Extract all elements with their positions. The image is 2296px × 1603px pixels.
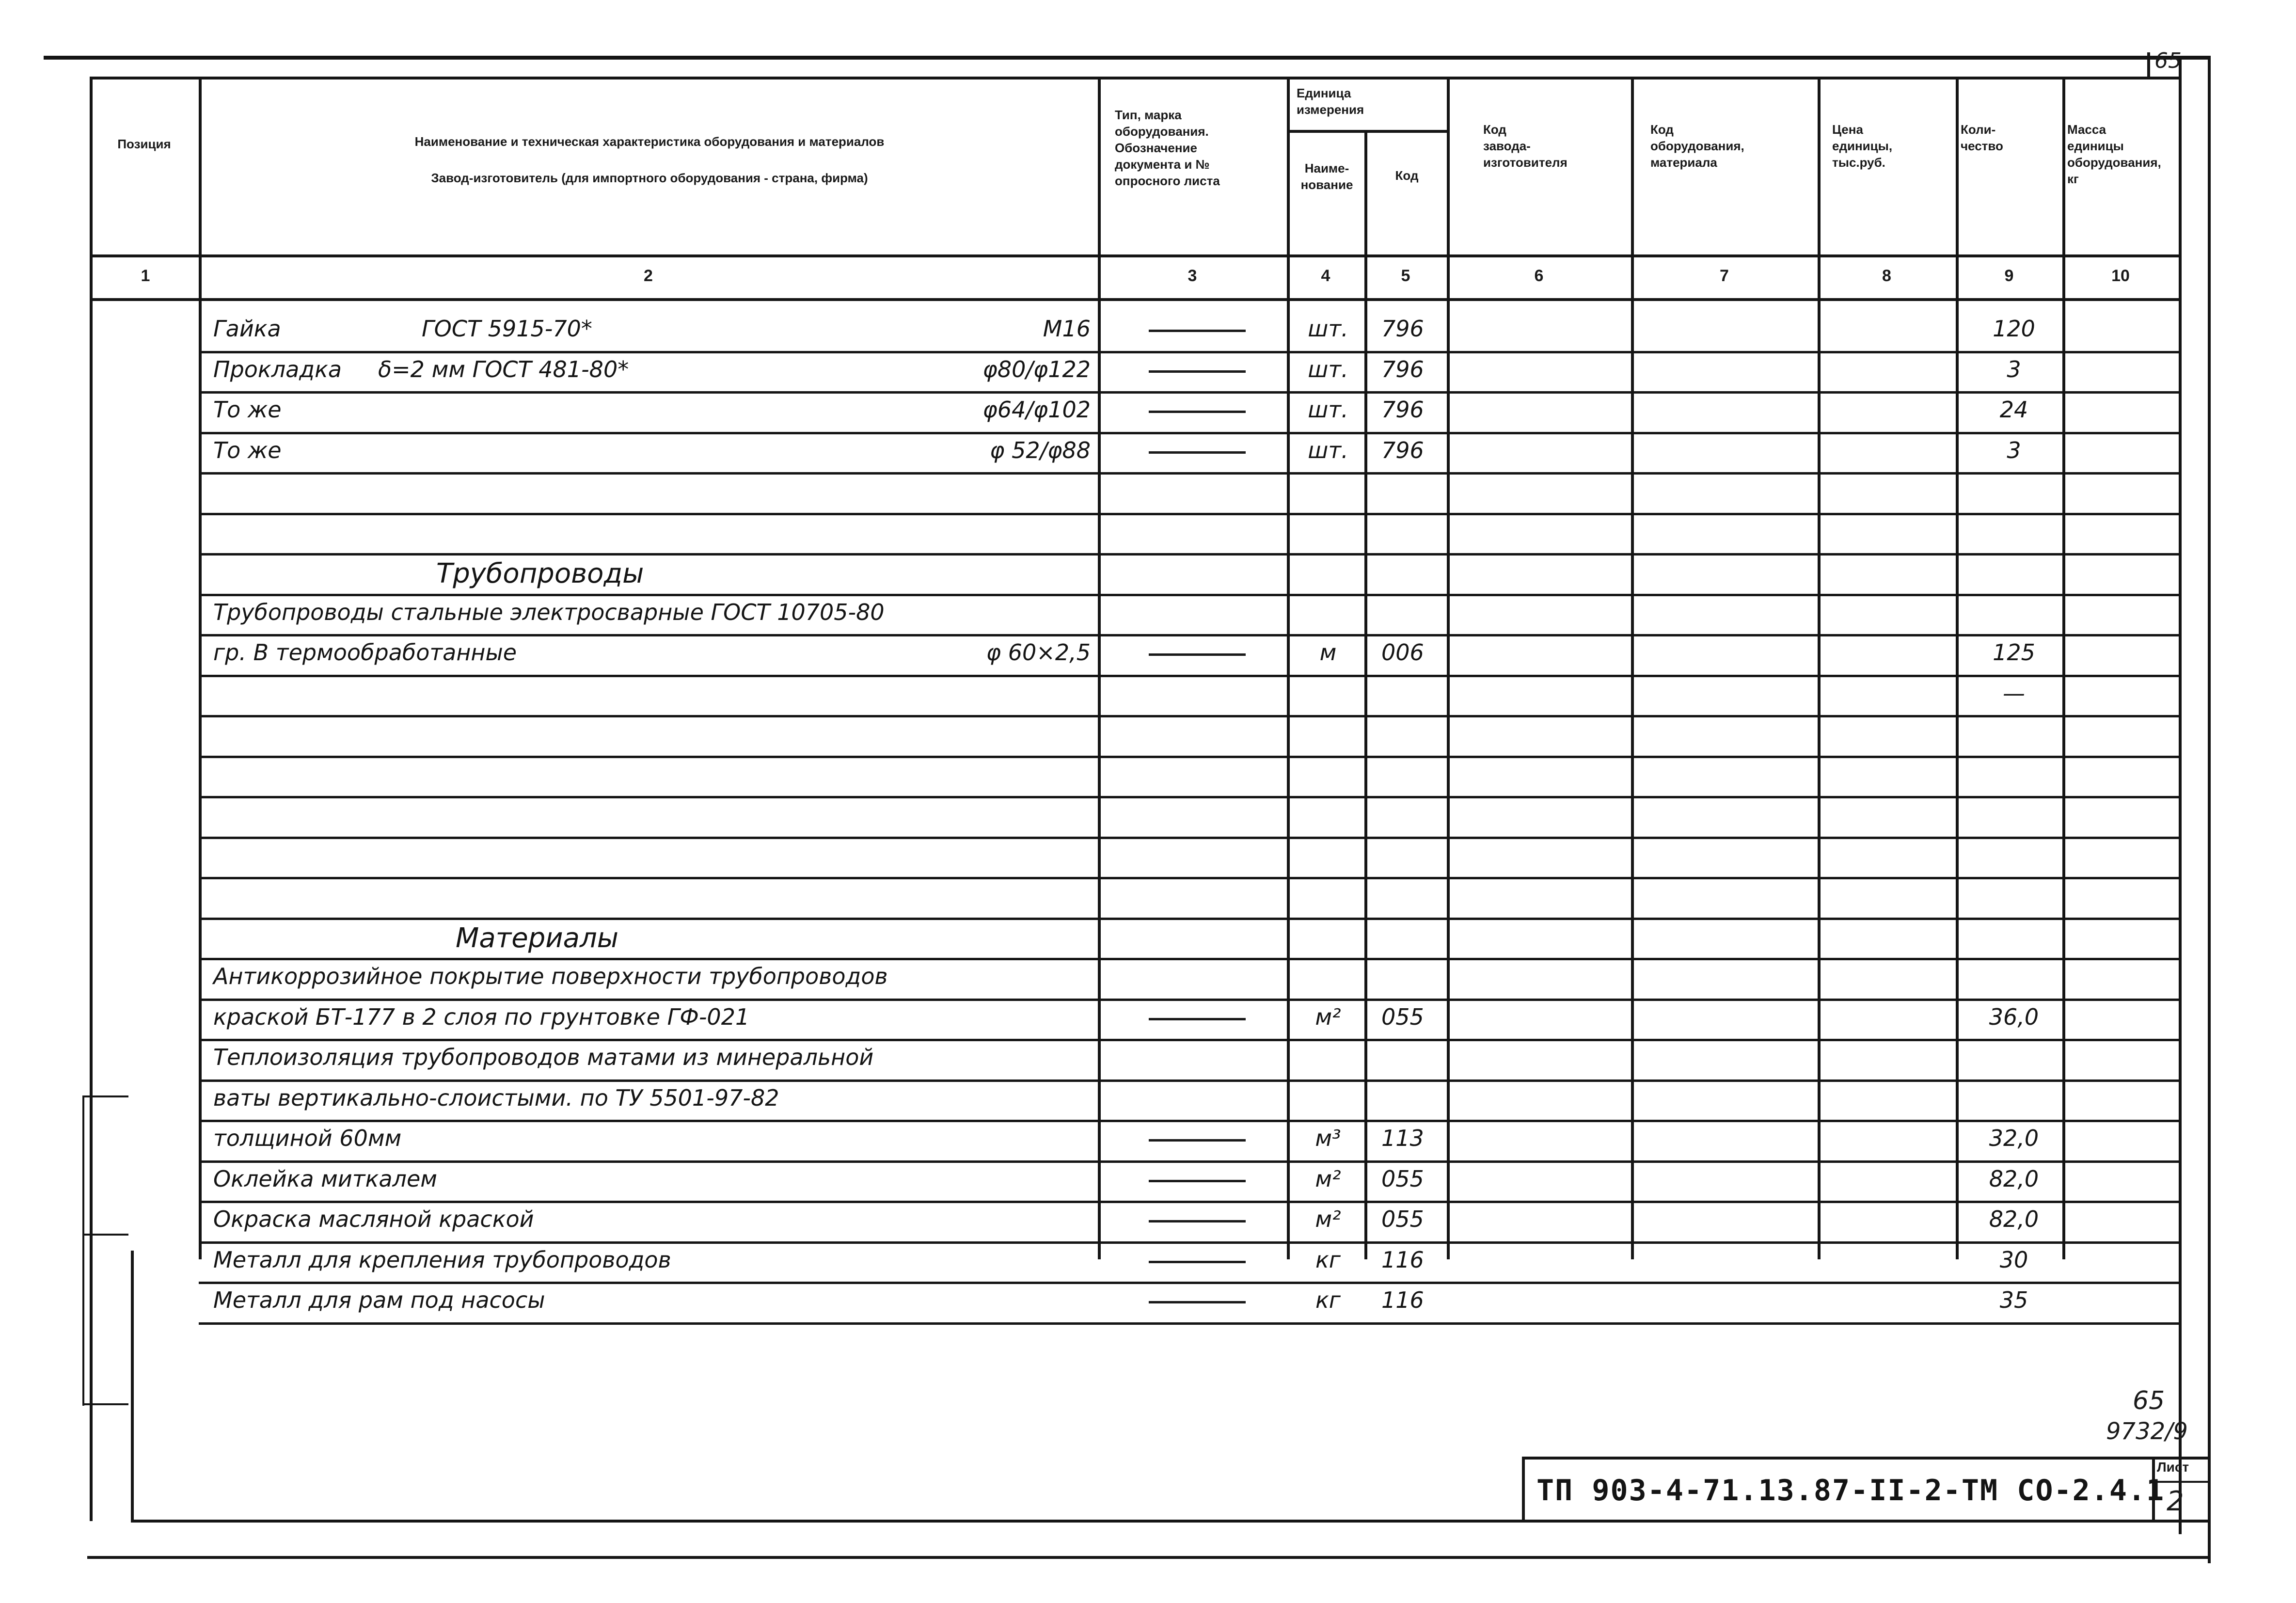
header-price (1832, 121, 1953, 171)
col-line-4 (1364, 130, 1367, 1259)
item-name: Окраска масляной краской (213, 1206, 534, 1232)
item-unit: кг (1315, 1287, 1341, 1313)
header-type-l4: документа и № (1115, 157, 1210, 172)
col3-dash (1149, 1301, 1246, 1303)
bottom-frame-line (131, 1520, 2210, 1523)
row-line (199, 958, 2179, 960)
row-line (199, 1160, 2179, 1163)
item-name: Теплоизоляция трубопроводов матами из минеральной (213, 1044, 874, 1070)
item-name: Прокладка (213, 356, 342, 382)
header-type (1115, 107, 1280, 189)
item-quantity: — (2003, 680, 2025, 706)
sheet-number: 2 (2167, 1486, 2184, 1517)
header-factory-l3: изготовителя (1483, 155, 1568, 170)
item-code: 116 (1381, 1287, 1424, 1313)
left-strip-mid (82, 1234, 128, 1236)
header-material-l3: материала (1650, 155, 1717, 170)
colnum-8: 8 (1882, 267, 1891, 285)
item-quantity: 82,0 (1989, 1206, 2039, 1232)
col-line-8 (1956, 77, 1959, 1259)
item-quantity: 3 (2007, 437, 2021, 463)
row-line (199, 918, 2179, 920)
item-quantity: 125 (1993, 639, 2035, 666)
row-line (199, 756, 2179, 758)
top-border (44, 56, 2210, 60)
header-type-l5: опросного листа (1115, 174, 1220, 188)
item-name: краской БТ-177 в 2 слоя по грунтовке ГФ-021 (213, 1003, 750, 1030)
item-quantity: 24 (1999, 397, 2028, 423)
item-code: 796 (1381, 397, 1424, 423)
item-code: 796 (1381, 437, 1424, 463)
row-line (199, 1120, 2179, 1122)
inner-left-frame-line (131, 1251, 134, 1522)
item-unit: м² (1315, 1206, 1341, 1232)
colnum-1: 1 (141, 267, 150, 285)
item-spec: ГОСТ 5915-70* (422, 316, 592, 342)
col3-dash (1149, 451, 1246, 454)
header-name-line1: Наименование и техническая характеристика оборудования и материалов (414, 134, 885, 149)
colnum-4: 4 (1321, 267, 1330, 285)
item-quantity: 120 (1993, 316, 2035, 342)
stamp-top-line (1522, 1457, 2210, 1460)
col3-dash (1149, 1261, 1246, 1263)
item-unit: м (1319, 639, 1337, 666)
item-name: То же (213, 397, 282, 423)
item-size: М16 (1043, 316, 1091, 342)
footer-page: 65 (2133, 1386, 2165, 1415)
item-code: 055 (1381, 1206, 1424, 1232)
item-unit: кг (1315, 1246, 1341, 1273)
header-factory-l1: Код (1483, 122, 1506, 137)
item-size: φ 52/φ88 (990, 437, 1091, 463)
header-unit-name-l1: Наиме- (1304, 161, 1349, 175)
col-line-1 (199, 77, 202, 1259)
left-strip-bottom (82, 1403, 128, 1405)
col3-dash (1149, 1018, 1246, 1020)
header-type-l3: Обозначение (1115, 141, 1197, 155)
item-code: 113 (1381, 1125, 1424, 1151)
item-code: 006 (1381, 639, 1424, 666)
header-mass-l1: Масса (2067, 122, 2106, 137)
item-quantity: 32,0 (1989, 1125, 2039, 1151)
item-name: Трубопроводы стальные электросварные ГОСТ 10705-80 (213, 599, 885, 625)
item-unit: шт. (1308, 356, 1348, 382)
header-factory-l2: завода- (1483, 139, 1531, 153)
col-line-2 (1098, 77, 1101, 1259)
row-line (199, 1079, 2179, 1082)
row-line (199, 472, 2179, 475)
col-line-3 (1287, 77, 1290, 1259)
col-line-9 (2062, 77, 2065, 1259)
row-line (199, 634, 2179, 636)
item-unit: м² (1315, 1165, 1341, 1192)
header-mass-l4: кг (2067, 172, 2079, 186)
col3-dash (1149, 1220, 1246, 1222)
row-line (199, 796, 2179, 798)
item-code: 055 (1381, 1003, 1424, 1030)
header-factory-code (1483, 121, 1629, 171)
item-spec: δ=2 мм ГОСТ 481-80* (378, 356, 629, 382)
row-line (199, 1282, 2179, 1284)
header-quantity (1961, 121, 2058, 154)
document-code: ТП 903-4-71.13.87-II-2-ТМ СО-2.4.1 (1536, 1474, 2165, 1508)
item-unit: шт. (1308, 437, 1348, 463)
row-line (199, 1201, 2179, 1203)
colnum-5: 5 (1401, 267, 1410, 285)
item-unit: шт. (1308, 316, 1348, 342)
header-quantity-l2: чество (1961, 139, 2003, 153)
section-heading: Материалы (456, 922, 618, 954)
item-quantity: 3 (2007, 356, 2021, 382)
item-code: 796 (1381, 356, 1424, 382)
header-mass-l3: оборудования, (2067, 155, 2161, 170)
row-line (199, 1241, 2179, 1244)
col-line-5 (1447, 77, 1450, 1259)
item-code: 055 (1381, 1165, 1424, 1192)
column-number-line (90, 298, 2179, 301)
corner-page-number: 65 (2154, 48, 2182, 73)
header-material-l1: Код (1650, 122, 1674, 137)
header-name-line2: Завод-изготовитель (для импортного оборудования - страна, фирма) (431, 171, 868, 185)
item-unit: м² (1315, 1003, 1341, 1030)
header-mass-l2: единицы (2067, 139, 2124, 153)
footer-page-sub: 9732/9 (2106, 1418, 2188, 1445)
item-quantity: 82,0 (1989, 1165, 2039, 1192)
header-material-code (1650, 121, 1815, 171)
row-line (199, 432, 2179, 434)
item-unit: м³ (1315, 1125, 1341, 1151)
col3-dash (1149, 1180, 1246, 1182)
stamp-left-line (1522, 1457, 1525, 1522)
row-line (199, 553, 2179, 555)
item-name: Металл для рам под насосы (213, 1287, 545, 1313)
row-line (199, 877, 2179, 879)
section-heading: Трубопроводы (436, 558, 644, 589)
left-frame-line (90, 77, 93, 1521)
row-line (199, 391, 2179, 394)
header-unit-group (1297, 85, 1442, 118)
item-quantity: 35 (1999, 1287, 2028, 1313)
header-type-l2: оборудования. (1115, 124, 1209, 139)
header-unit-name-l2: нование (1300, 177, 1353, 192)
colnum-9: 9 (2004, 267, 2014, 285)
header-mass (2067, 121, 2179, 187)
row-line (199, 999, 2179, 1001)
colnum-7: 7 (1720, 267, 1729, 285)
row-line (199, 715, 2179, 717)
header-unit-name (1292, 160, 1362, 193)
item-name: толщиной 60мм (213, 1125, 402, 1151)
col3-dash (1149, 330, 1246, 332)
item-name: Оклейка миткалем (213, 1165, 437, 1192)
corner-box-left (2147, 52, 2150, 77)
header-bottom-line (90, 254, 2179, 257)
item-size: φ80/φ122 (982, 356, 1091, 382)
item-unit: шт. (1308, 397, 1348, 423)
header-unit-code: Код (1395, 168, 1419, 183)
item-name: ваты вертикально-слоистыми. по ТУ 5501-97-82 (213, 1084, 779, 1111)
col-line-6 (1631, 77, 1634, 1259)
left-strip-top (82, 1095, 128, 1097)
col3-dash (1149, 370, 1246, 373)
colnum-2: 2 (644, 267, 653, 285)
header-quantity-l1: Коли- (1961, 122, 1996, 137)
col-line-7 (1818, 77, 1821, 1259)
item-code: 796 (1381, 316, 1424, 342)
item-name: То же (213, 437, 282, 463)
row-line (199, 594, 2179, 596)
col3-dash (1149, 1139, 1246, 1142)
item-size: φ64/φ102 (982, 397, 1091, 423)
header-price-l1: Цена (1832, 122, 1863, 137)
item-code: 116 (1381, 1246, 1424, 1273)
header-unit-l1: Единица (1297, 86, 1351, 100)
row-line (199, 351, 2179, 353)
row-line (199, 675, 2179, 677)
header-price-l2: единицы, (1832, 139, 1893, 153)
item-name: Антикоррозийное покрытие поверхности трубопроводов (213, 963, 888, 989)
colnum-6: 6 (1534, 267, 1544, 285)
row-line (199, 1039, 2179, 1041)
colnum-10: 10 (2111, 267, 2130, 285)
header-position: Позиция (117, 137, 171, 151)
row-line (199, 837, 2179, 839)
header-type-l1: Тип, марка (1115, 108, 1182, 122)
row-line (199, 1322, 2179, 1325)
item-quantity: 30 (1999, 1246, 2028, 1273)
right-frame-line (2179, 56, 2182, 1534)
left-strip-line (82, 1095, 84, 1406)
col3-dash (1149, 411, 1246, 413)
item-quantity: 36,0 (1989, 1003, 2039, 1030)
item-size: φ 60×2,5 (986, 639, 1091, 666)
outer-right-frame-line (2208, 56, 2211, 1563)
col3-dash (1149, 653, 1246, 656)
colnum-3: 3 (1188, 267, 1197, 285)
header-material-l2: оборудования, (1650, 139, 1744, 153)
item-name: гр. В термообработанные (213, 639, 517, 666)
outer-bottom-line (87, 1556, 2210, 1559)
header-unit-l2: измерения (1297, 102, 1364, 117)
sheet-label: Лист (2157, 1460, 2189, 1475)
row-line (199, 513, 2179, 515)
item-name: Гайка (213, 316, 281, 342)
item-name: Металл для крепления трубопроводов (213, 1246, 671, 1273)
header-top-line (90, 77, 2179, 79)
header-price-l3: тыс.руб. (1832, 155, 1885, 170)
